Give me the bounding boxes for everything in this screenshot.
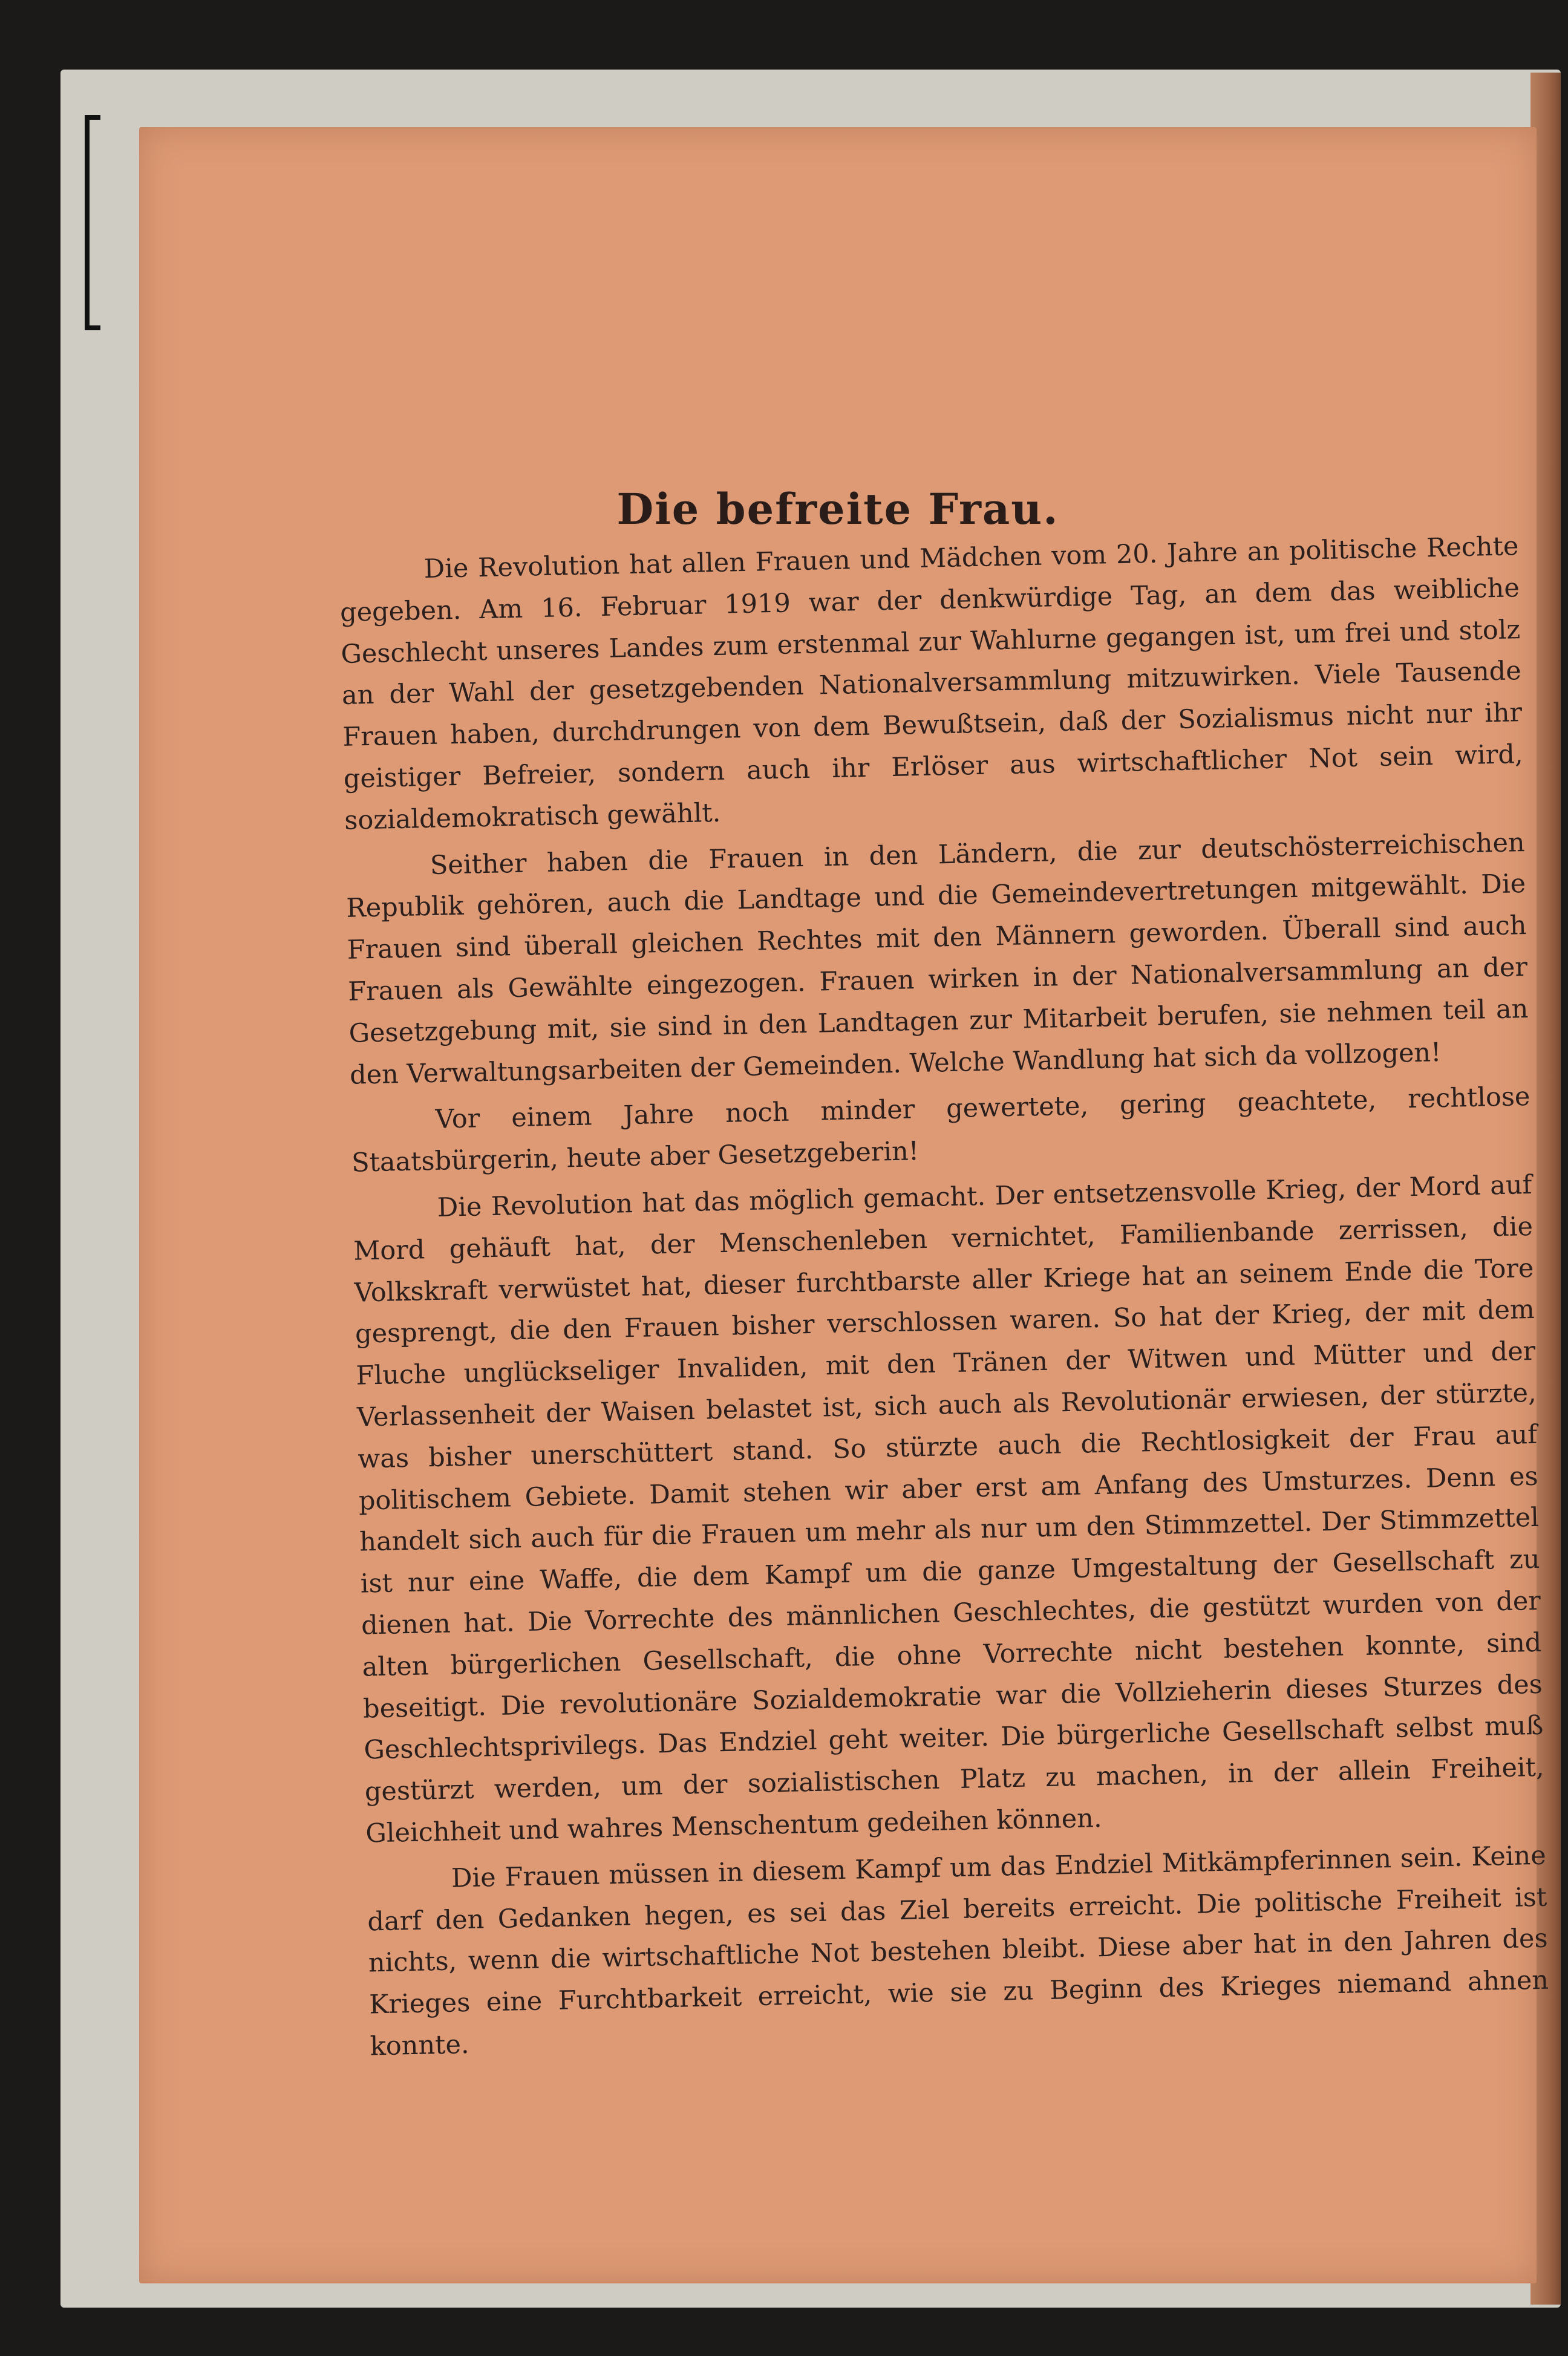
bracket-mark	[85, 115, 100, 330]
body-text	[339, 526, 1550, 2067]
paragraph-4: Die Revolution hat das möglich gemacht. Der entsetzensvolle Krieg, der Mord auf Mord gehäuft hat, der Menschenleben vernichtet, Familienbande zerrissen, die Volkskraft verwüstet hat, dieser furchtbarste aller Kriege hat an seinem Ende die Tore gesprengt, die den Frauen bisher verschlossen waren. So hat der Krieg, der mit dem Fluche unglückseliger Invaliden, mit den Tränen der Witwen und Mütter und der Verlassenheit der Waisen belastet ist, sich auch als Revolutionär erwiesen, der stürzte, was bisher unerschüttert stand. So stürzte auch die Rechtlosigkeit der Frau auf politischem Gebiete. Damit stehen wir aber erst am Anfang des Umsturzes. Denn es handelt sich auch für die Frauen um mehr als nur um den Stimmzettel. Der Stimmzettel ist nur eine Waffe, die dem Kampf um die ganze Umgestaltung der Gesellschaft zu dienen hat. Die Vorrechte des männlichen Geschlechtes, die gestützt wurden von der alten bürgerlichen Gesellschaft, die ohne Vorrechte nicht bestehen konnte, sind beseitigt. Die revolutionäre Sozialdemokratie war die Vollzieherin dieses Sturzes des Geschlechtsprivilegs. Das Endziel geht weiter. Die bürgerliche Gesellschaft selbst muß gestürzt werden, um der sozialistischen Platz zu machen, in der allein Freiheit, Gleichheit und wahres Menschentum gedeihen können.	[353, 1169, 1545, 1849]
paragraph-5: Die Frauen müssen in diesem Kampf um das Endziel Mitkämpferinnen sein. Keine darf den Gedanken hegen, es sei das Ziel bereits erreicht. Die politische Freiheit ist nichts, wenn die wirtschaftliche Not bestehen bleibt. Diese aber hat in den Jahren des Krieges eine Furchtbarkeit erreicht, wie sie zu Beginn des Krieges niemand ahnen konnte.	[367, 1840, 1549, 2062]
paragraph-3: Vor einem Jahre noch minder gewertete, gering geachtete, rechtlose Staatsbürgerin, heute aber Gesetzgeberin!	[351, 1082, 1530, 1178]
paragraph-2: Seither haben die Frauen in den Ländern, die zur deutschösterreichischen Republik gehören, auch die Landtage und die Gemeindevertretungen mitgewählt. Die Frauen sind überall gleichen Rechtes mit den Männern geworden. Überall sind auch Frauen als Gewählte eingezogen. Frauen wirken in der Nationalversammlung an der Gesetzgebung mit, sie sind in den Landtagen zur Mitarbeit berufen, sie nehmen teil an den Verwaltungsarbeiten der Gemeinden. Welche Wandlung hat sich da vollzogen!	[345, 827, 1529, 1091]
document-page	[139, 127, 1549, 2283]
paragraph-1: Die Revolution hat allen Frauen und Mädchen vom 20. Jahre an politische Rechte gegeben. Am 16. Februar 1919 war der denkwürdige Tag, an dem das weibliche Geschlecht unseres Landes zum erstenmal zur Wahlurne gegangen ist, um frei und stolz an der Wahl der gesetzgebenden Nationalversammlung mitzuwirken. Viele Tausende Frauen haben, durchdrungen von dem Bewußtsein, daß der Sozialismus nicht nur ihr geistiger Befreier, sondern auch ihr Erlöser aus wirtschaftlicher Not sein wird, sozialdemokratisch gewählt.	[339, 531, 1524, 836]
page-title: Die befreite Frau.	[616, 484, 1059, 534]
